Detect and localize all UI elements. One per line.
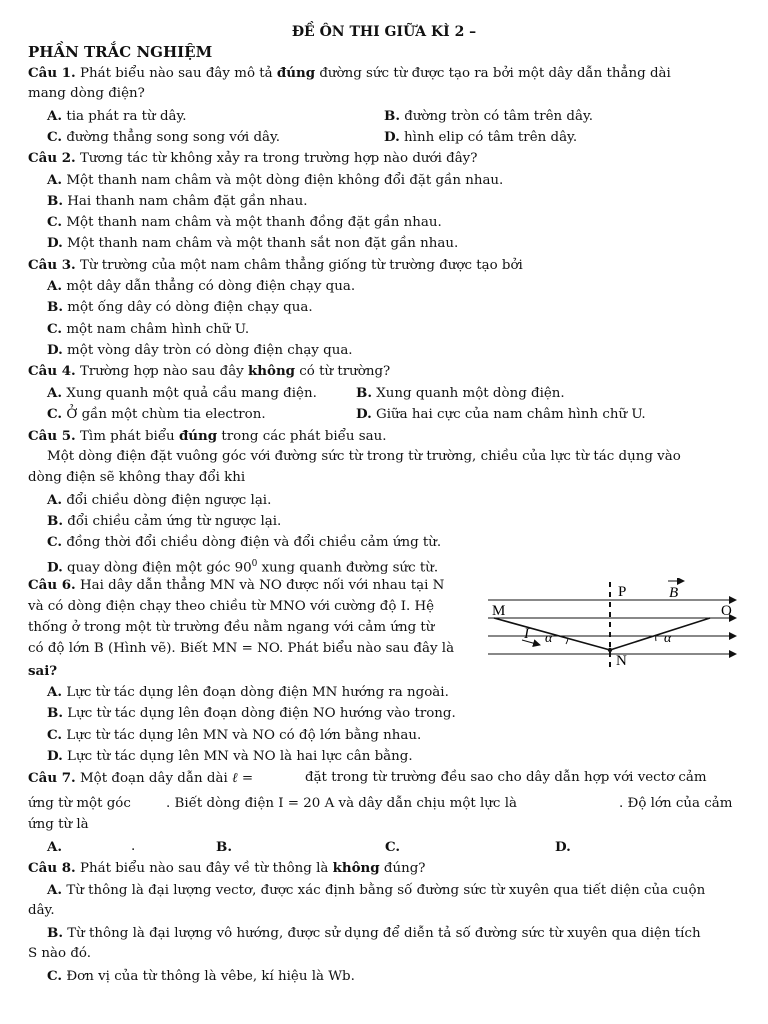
q6-line-5: sai? xyxy=(28,663,58,679)
q1-option-c: C. đường thẳng song song với dây. xyxy=(47,129,281,145)
q1-text: Phát biểu nào sau đây mô tả xyxy=(75,66,277,81)
question-1 xyxy=(28,63,671,84)
question-6: Câu 6. Hai dây dẫn thẳng MN và NO được nối với nhau tại N xyxy=(28,577,445,593)
q5-option-c: C. đồng thời đổi chiều dòng điện và đổi chiều cảm ứng từ. xyxy=(47,534,442,550)
question-2: Câu 2. Tương tác từ không xảy ra trong trường hợp nào dưới đây? xyxy=(28,150,478,166)
q2-option-d: D. Một thanh nam châm và một thanh sắt non đặt gần nhau. xyxy=(47,235,459,251)
q1-option-d: D. hình elip có tâm trên dây. xyxy=(384,129,578,145)
label-O: O xyxy=(721,603,732,619)
wire-NO xyxy=(610,618,710,650)
label-B: B xyxy=(669,585,679,601)
q6-magnetic-field-diagram xyxy=(486,578,744,670)
q7-line-3: ứng từ là xyxy=(28,817,89,832)
q7-option-d: D. xyxy=(555,839,571,855)
q4-option-a: A. Xung quanh một quả cầu mang điện. xyxy=(47,385,317,401)
q4-option-c: C. Ở gần một chùm tia electron. xyxy=(47,406,266,422)
q5-line-2: Một dòng điện đặt vuông góc với đường sức từ trong từ trường, chiều của lực từ tác dụng vào xyxy=(47,449,681,464)
label-N: N xyxy=(616,653,627,669)
q6-line-2: và có dòng điện chạy theo chiều từ MNO với cường độ I. Hệ xyxy=(28,599,435,614)
q7-option-c: C. xyxy=(385,839,401,855)
q5-option-a: A. đổi chiều dòng điện ngược lại. xyxy=(47,492,272,508)
label-alpha-left: α xyxy=(545,631,553,646)
q8-option-a-cont: dây. xyxy=(28,903,55,918)
q7-option-a: A. xyxy=(47,839,63,855)
q5-option-d: D. quay dòng điện một góc $90^0$ xung quanh đường sức từ. xyxy=(47,559,439,576)
q1-text-end: đường sức từ được tạo ra bởi một dây dẫn thẳng dài xyxy=(315,66,671,81)
question-5: Câu 5. Tìm phát biểu đúng trong các phát biểu sau. xyxy=(28,428,387,444)
exam-title: ĐỀ ÔN THI GIỮA KÌ 2 – xyxy=(291,24,477,40)
question-3: Câu 3. Từ trường của một nam châm thẳng giống từ trường được tạo bởi xyxy=(28,257,523,273)
label-alpha-right: α xyxy=(664,631,672,646)
q3-option-c: C. một nam châm hình chữ U. xyxy=(47,321,250,337)
q6-option-a: A. Lực từ tác dụng lên đoạn dòng điện MN hướng ra ngoài. xyxy=(47,684,449,700)
q6-line-3: thống ở trong một từ trường đều nằm ngang với cảm ứng từ xyxy=(28,620,435,635)
q5-line-3: dòng điện sẽ không thay đổi khi xyxy=(28,470,246,485)
q1-option-b: B. đường tròn có tâm trên dây. xyxy=(384,108,593,124)
q6-option-b: B. Lực từ tác dụng lên đoạn dòng điện NO hướng vào trong. xyxy=(47,705,456,721)
q7-line-1-end: đặt trong từ trường đều sao cho dây dẫn hợp với vectơ cảm xyxy=(305,770,707,785)
q8-option-a: A. Từ thông là đại lượng vectơ, được xác định bằng số đường sức từ xuyên qua tiết diện của cuộn xyxy=(47,882,706,898)
q1-continuation: mang dòng điện? xyxy=(28,86,145,101)
q1-emphasis: đúng xyxy=(276,65,316,81)
label-I: I xyxy=(524,626,529,642)
q7-line-2-mid: . Biết dòng điện I = 20 A và dây dẫn chịu một lực là xyxy=(166,796,517,811)
question-7: Câu 7. Một đoạn dây dẫn dài ℓ = xyxy=(28,770,254,786)
q7-line-2-end: . Độ lớn của cảm xyxy=(619,796,733,811)
q7-option-a-dot: . xyxy=(131,839,136,854)
question-8: Câu 8. Phát biểu nào sau đây về từ thông là không đúng? xyxy=(28,860,426,876)
q4-option-b: B. Xung quanh một dòng điện. xyxy=(356,385,565,401)
junction-N xyxy=(608,648,612,652)
label-M: M xyxy=(492,603,506,619)
q1-label: Câu 1. xyxy=(28,65,76,81)
q6-line-4: có độ lớn B (Hình vẽ). Biết MN = NO. Phát biểu nào sau đây là xyxy=(28,641,455,656)
q8-option-b-cont: S nào đó. xyxy=(28,946,92,961)
q6-option-d: D. Lực từ tác dụng lên MN và NO là hai lực cân bằng. xyxy=(47,748,413,764)
q8-option-b: B. Từ thông là đại lượng vô hướng, được sử dụng để diễn tả số đường sức từ xuyên qua diện tích xyxy=(47,925,701,941)
q7-line-2: ứng từ một góc xyxy=(28,796,131,811)
q4-option-d: D. Giữa hai cực của nam châm hình chữ U. xyxy=(356,406,646,422)
q6-option-c: C. Lực từ tác dụng lên MN và NO có độ lớn bằng nhau. xyxy=(47,727,422,743)
question-4: Câu 4. Trường hợp nào sau đây không có từ trường? xyxy=(28,363,391,379)
q2-option-a: A. Một thanh nam châm và một dòng điện không đổi đặt gần nhau. xyxy=(47,172,504,188)
q3-option-d: D. một vòng dây tròn có dòng điện chạy qua. xyxy=(47,342,353,358)
q1-option-a: A. tia phát ra từ dây. xyxy=(47,108,187,124)
label-P: P xyxy=(618,584,627,600)
q2-option-c: C. Một thanh nam châm và một thanh đồng đặt gần nhau. xyxy=(47,214,442,230)
q3-option-b: B. một ống dây có dòng điện chạy qua. xyxy=(47,299,313,315)
section-heading: PHẦN TRẮC NGHIỆM xyxy=(28,43,213,61)
q8-option-c: C. Đơn vị của từ thông là vêbe, kí hiệu là Wb. xyxy=(47,968,355,984)
q7-option-b: B. xyxy=(216,839,232,855)
q5-option-b: B. đổi chiều cảm ứng từ ngược lại. xyxy=(47,513,282,529)
q2-option-b: B. Hai thanh nam châm đặt gần nhau. xyxy=(47,193,308,209)
q3-option-a: A. một dây dẫn thẳng có dòng điện chạy qua. xyxy=(47,278,356,294)
